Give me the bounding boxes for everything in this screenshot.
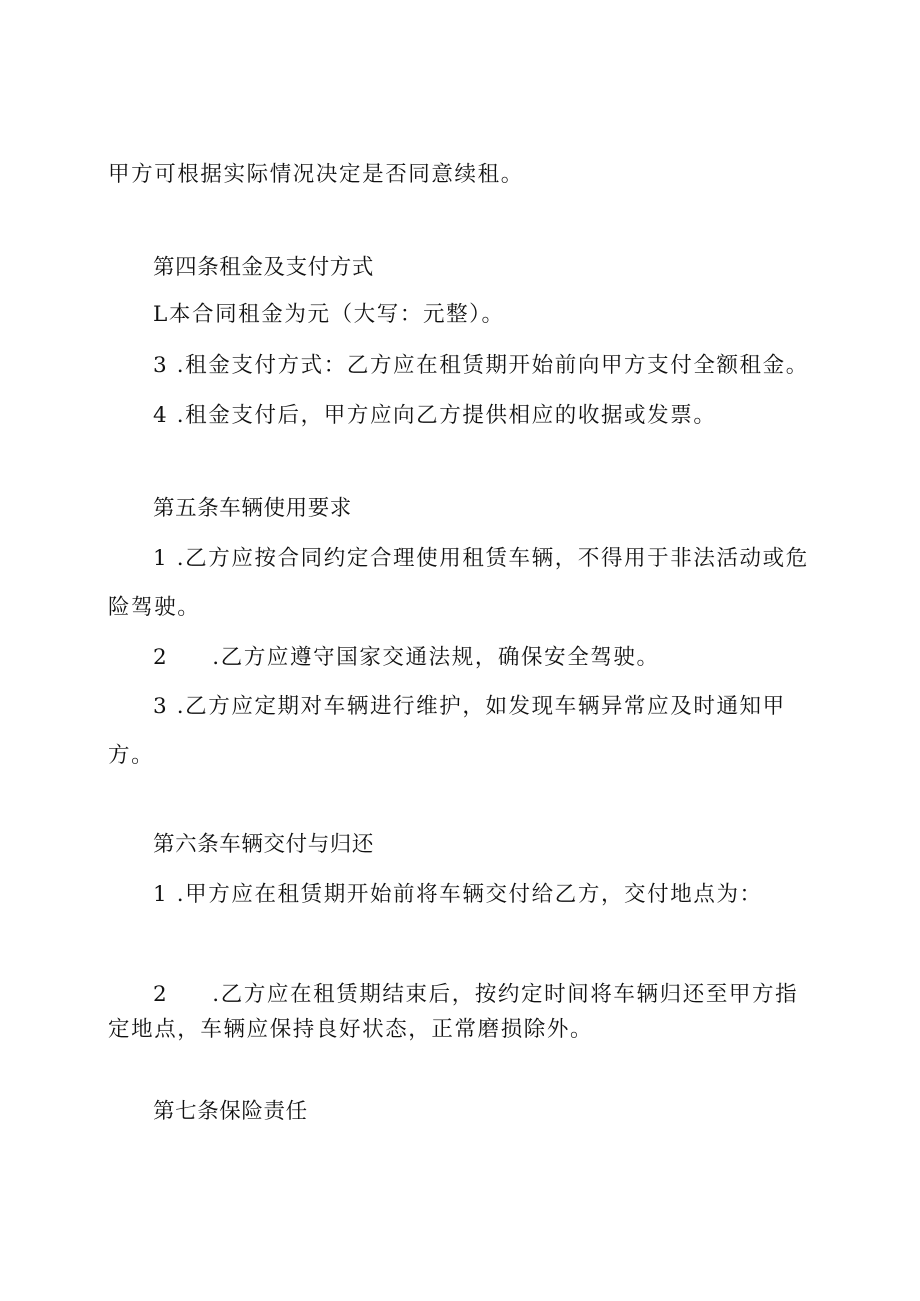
item-number: 3: [153, 694, 169, 719]
item-number: 2: [153, 645, 169, 670]
article-4-item-1: L本合同租金为元（大写：元整）。: [153, 302, 505, 327]
item-text: .乙方应在租赁期结束后，按约定时间将车辆归还至甲方指: [212, 982, 799, 1007]
article-6-item-1: [153, 880, 763, 910]
article-5-item-1: [153, 544, 809, 574]
item-text: .乙方应遵守国家交通法规，确保安全驾驶。: [212, 645, 660, 670]
article-4-item-4: [153, 401, 716, 431]
item-text: .甲方应在租赁期开始前将车辆交付给乙方，交付地点为：: [176, 882, 763, 907]
item-text: .租金支付后，甲方应向乙方提供相应的收据或发票。: [176, 403, 717, 428]
article-5-item-3: [153, 692, 786, 722]
article-5-item-3-continuation: 方。: [108, 743, 155, 768]
article-4-heading: 第四条租金及支付方式: [153, 255, 375, 280]
item-text: .乙方应定期对车辆进行维护，如发现车辆异常应及时通知甲: [176, 694, 786, 719]
article-6-item-2-continuation: 定地点，车辆应保持良好状态，正常磨损除外。: [108, 1017, 594, 1042]
item-text: .乙方应按合同约定合理使用租赁车辆，不得用于非法活动或危: [176, 546, 809, 571]
article-6-item-2: [153, 980, 798, 1010]
article-6-heading: 第六条车辆交付与归还: [153, 832, 375, 857]
article-5-item-2: [153, 643, 660, 673]
item-number: 2: [153, 982, 169, 1007]
item-number: 4: [153, 403, 169, 428]
item-number: 3: [153, 353, 169, 378]
article-5-heading: 第五条车辆使用要求: [153, 496, 352, 521]
continuation-paragraph: 甲方可根据实际情况决定是否同意续租。: [108, 162, 524, 187]
item-number: 1: [153, 882, 169, 907]
article-7-heading: 第七条保险责任: [153, 1099, 308, 1124]
item-number: 1: [153, 546, 169, 571]
article-4-item-3: [153, 351, 809, 381]
item-text: .租金支付方式：乙方应在租赁期开始前向甲方支付全额租金。: [176, 353, 809, 378]
article-5-item-1-continuation: 险驾驶。: [108, 595, 201, 620]
